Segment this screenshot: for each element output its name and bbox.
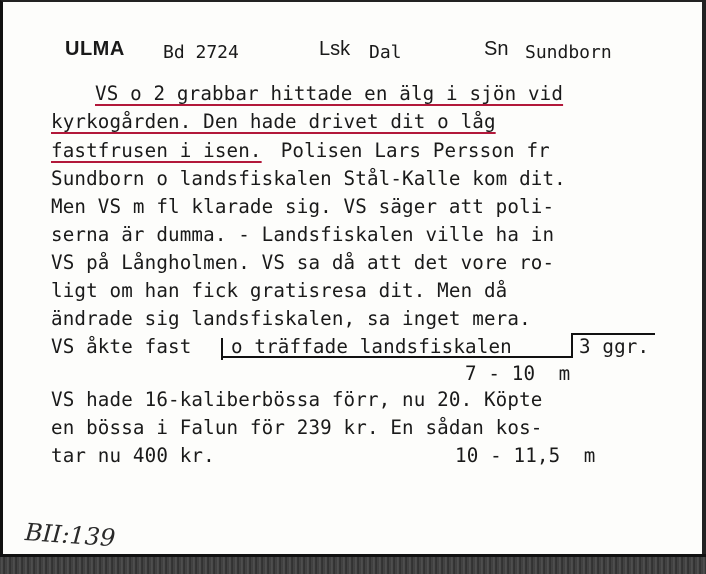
text-line-7: VS på Långholmen. VS sa då att det vore ro- (51, 251, 555, 274)
parish-label: Sn (484, 38, 509, 60)
archive-number: Bd 2724 (163, 42, 239, 63)
county-label: Lsk (319, 38, 351, 60)
record-title: ULMA (65, 38, 125, 60)
bracket-mid (571, 334, 573, 358)
text-line-3a: fastfrusen i isen. (51, 139, 262, 162)
text-line-13: en bössa i Falun för 239 kr. En sådan kos- (51, 416, 543, 439)
text-line-3b: Polisen Lars Persson fr (269, 139, 550, 162)
text-line-10b: o träffade landsfiskalen (231, 335, 512, 358)
text-line-2: kyrkogården. Den hade drivet dit o låg (51, 110, 496, 133)
text-line-5: Men VS m fl klarade sig. VS säger att poli- (51, 195, 555, 218)
bracket-topline (571, 333, 655, 335)
text-line-10a: VS åkte fast (51, 335, 192, 358)
handwritten-reference: BII:139 (24, 518, 117, 553)
scan-bottom-edge (0, 554, 706, 574)
text-line-1: VS o 2 grabbar hittade en älg i sjön vid (95, 82, 564, 105)
county-value: Dal (369, 42, 402, 63)
text-line-6: serna är dumma. - Landsfiskalen ville ha in (51, 223, 555, 246)
text-line-12: VS hade 16-kaliberbössa förr, nu 20. Köpte (51, 388, 543, 411)
text-line-9: ändrade sig landsfiskalen, sa inget mera. (51, 307, 531, 330)
text-line-14b: 10 - 11,5 m (455, 444, 596, 467)
text-line-14a: tar nu 400 kr. (51, 444, 215, 467)
text-line-4: Sundborn o landsfiskalen Stål-Kalle kom dit. (51, 167, 566, 190)
parish-value: Sundborn (525, 42, 612, 63)
bracket-underline (221, 356, 573, 358)
text-line-8: ligt om han fick gratisresa dit. Men då (51, 279, 508, 302)
text-line-10c: 3 ggr. (579, 335, 650, 358)
text-line-11: 7 - 10 m (465, 362, 571, 385)
